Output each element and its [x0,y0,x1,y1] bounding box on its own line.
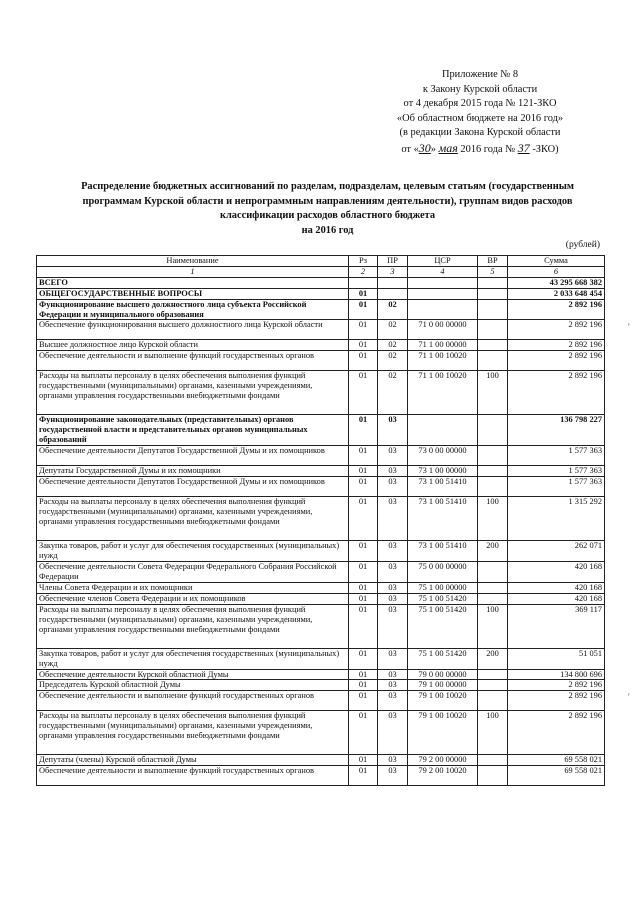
table-row [37,766,605,786]
currency-unit: (рублей) [565,240,600,250]
row-pr [378,288,408,299]
row-pr: 02 [378,351,408,371]
row-sum: 2 892 196 [508,351,605,371]
row-name: Функционирование высшего должностного лица субъекта Российской Федерации и муниципального образования [37,299,349,320]
row-sum: 136 798 227 [508,415,605,446]
title-line-1: Распределение бюджетных ассигнований по разделам, подразделам, целевым статьям (государственным [81,181,574,192]
row-sum: 369 117 [508,604,605,648]
row-vr [478,466,508,477]
row-name: Депутаты (члены) Курской областной Думы [37,755,349,766]
row-name: Расходы на выплаты персоналу в целях обеспечения выполнения функций государственными (муниципальными) органами, казенными учреждениями, органами управления государственными внебюджетными фондами [37,604,349,648]
row-sum: 134 800 696 [508,669,605,680]
row-pr: 02 [378,299,408,320]
row-csr: 73 1 00 00000 [408,466,478,477]
row-csr: 71 1 00 00000 [408,340,478,351]
table-row [37,755,605,766]
edition-date-mid1: » [430,143,439,155]
row-csr: 79 2 00 00000 [408,755,478,766]
row-vr [478,320,508,340]
row-name: Члены Совета Федерации и их помощники [37,582,349,593]
row-vr [478,277,508,288]
row-sum: 2 892 196 [508,711,605,755]
row-sum: 420 168 [508,562,605,583]
row-rz: 01 [349,340,378,351]
row-vr [478,351,508,371]
table-row [37,351,605,371]
row-csr: 75 1 00 00000 [408,582,478,593]
row-name: ВСЕГО [37,277,349,288]
row-rz [349,277,378,288]
row-vr [478,288,508,299]
table-row [37,669,605,680]
row-sum: 420 168 [508,582,605,593]
row-vr: 100 [478,604,508,648]
row-name: Обеспечение функционирования высшего должностного лица Курской области [37,320,349,340]
row-csr: 71 1 00 10020 [408,371,478,415]
margin-mark: ' [628,692,630,702]
row-name: Высшее должностное лицо Курской области [37,340,349,351]
row-rz: 01 [349,371,378,415]
row-pr: 03 [378,691,408,711]
row-rz: 01 [349,320,378,340]
row-pr: 03 [378,446,408,466]
row-csr: 73 1 00 51410 [408,541,478,562]
row-sum: 1 577 363 [508,477,605,497]
row-sum: 69 558 021 [508,755,605,766]
row-csr: 71 1 00 10020 [408,351,478,371]
row-csr: 79 1 00 10020 [408,711,478,755]
row-rz: 01 [349,288,378,299]
row-name: Расходы на выплаты персоналу в целях обеспечения выполнения функций государственными (муниципальными) органами, казенными учреждениями, органами управления государственными внебюджетными фондами [37,711,349,755]
edition-number-handwritten: 37 [517,140,530,155]
appendix-law-date: от 4 декабря 2015 года № 121-ЗКО [403,98,557,110]
header-name: Наименование [37,256,349,267]
appendix-number: Приложение № 8 [441,69,519,80]
header-vr: ВР [478,256,508,267]
row-vr [478,680,508,691]
row-vr: 200 [478,648,508,669]
row-csr: 79 1 00 10020 [408,691,478,711]
row-vr [478,415,508,446]
row-pr: 03 [378,593,408,604]
row-name: Закупка товаров, работ и услуг для обеспечения государственных (муниципальных) нужд [37,541,349,562]
header-csr: ЦСР [408,256,478,267]
row-sum: 2 892 196 [508,371,605,415]
table-row [37,320,605,340]
row-vr [478,755,508,766]
row-rz: 01 [349,766,378,786]
row-pr [378,277,408,288]
row-rz: 01 [349,755,378,766]
row-sum: 2 892 196 [508,340,605,351]
row-csr: 75 1 00 51420 [408,593,478,604]
row-pr: 02 [378,340,408,351]
row-rz: 01 [349,477,378,497]
edition-date-suffix: -ЗКО) [529,143,559,155]
row-vr [478,582,508,593]
table-row [37,497,605,541]
row-pr: 03 [378,541,408,562]
row-name: Обеспечение деятельности и выполнение функций государственных органов [37,351,349,371]
row-sum: 2 892 196 [508,320,605,340]
row-name: Председатель Курской областной Думы [37,680,349,691]
document-title [40,180,615,238]
table-body [37,277,605,785]
table-row [37,691,605,711]
row-csr: 75 0 00 00000 [408,562,478,583]
row-sum: 262 071 [508,541,605,562]
row-rz: 01 [349,680,378,691]
row-sum: 1 577 363 [508,466,605,477]
header-sum: Сумма [508,256,605,267]
row-pr: 03 [378,680,408,691]
row-pr: 03 [378,562,408,583]
row-sum: 1 577 363 [508,446,605,466]
row-vr [478,299,508,320]
row-vr [478,691,508,711]
table-row [37,277,605,288]
row-rz: 01 [349,604,378,648]
row-csr: 75 1 00 51420 [408,648,478,669]
table-row [37,340,605,351]
row-rz: 01 [349,497,378,541]
row-rz: 01 [349,415,378,446]
appendix-law-ref: к Закону Курской области [422,83,538,95]
row-vr: 100 [478,371,508,415]
row-sum: 2 892 196 [508,691,605,711]
row-csr: 79 2 00 10020 [408,766,478,786]
row-sum: 2 892 196 [508,680,605,691]
table-row [37,648,605,669]
row-csr: 79 0 00 00000 [408,669,478,680]
table-row [37,582,605,593]
row-rz: 01 [349,351,378,371]
row-rz: 01 [349,669,378,680]
row-rz: 01 [349,691,378,711]
row-csr [408,415,478,446]
row-pr: 03 [378,648,408,669]
edition-month-handwritten: мая [438,140,458,155]
title-line-3: классификации расходов областного бюджета [219,210,436,221]
row-vr: 100 [478,711,508,755]
row-name: Расходы на выплаты персоналу в целях обеспечения выполнения функций государственными (муниципальными) органами, казенными учреждениями, органами управления государственными внебюджетными фондами [37,371,349,415]
row-vr [478,477,508,497]
row-pr: 02 [378,320,408,340]
appendix-edition-date [330,141,630,158]
table-row [37,562,605,583]
row-rz: 01 [349,582,378,593]
table-row [37,604,605,648]
table-row [37,466,605,477]
row-vr: 100 [478,497,508,541]
row-pr: 03 [378,477,408,497]
row-pr: 02 [378,371,408,415]
row-rz: 01 [349,593,378,604]
row-pr: 03 [378,669,408,680]
row-name: Обеспечение членов Совета Федерации и их помощников [37,593,349,604]
row-csr: 73 1 00 51410 [408,477,478,497]
appendix-law-title: «Об областном бюджете на 2016 год» [396,112,564,124]
row-rz: 01 [349,299,378,320]
row-pr: 03 [378,466,408,477]
row-csr [408,299,478,320]
row-rz: 01 [349,562,378,583]
row-pr: 03 [378,582,408,593]
row-pr: 03 [378,604,408,648]
row-sum: 420 168 [508,593,605,604]
table-row [37,593,605,604]
row-vr: 200 [478,541,508,562]
table-row [37,446,605,466]
row-name: Депутаты Государственной Думы и их помощники [37,466,349,477]
row-name: Функционирование законодательных (представительных) органов государственной власти и представительных органов муниципальных образований [37,415,349,446]
row-sum: 2 033 648 454 [508,288,605,299]
row-rz: 01 [349,648,378,669]
budget-table [36,255,605,786]
table-row [37,288,605,299]
row-csr: 79 1 00 00000 [408,680,478,691]
table-row [37,415,605,446]
row-name: Обеспечение деятельности Совета Федерации Федерального Собрания Российской Федерации [37,562,349,583]
margin-mark: ' [628,322,630,332]
appendix-header [330,68,630,158]
table-row [37,299,605,320]
appendix-edition: (в редакции Закона Курской области [399,127,561,139]
row-name: Обеспечение деятельности и выполнение функций государственных органов [37,766,349,786]
col-num-4: 4 [408,266,478,277]
table-header-row [37,256,605,267]
col-num-5: 5 [478,266,508,277]
row-csr [408,288,478,299]
row-pr: 03 [378,497,408,541]
row-sum: 1 315 292 [508,497,605,541]
row-csr: 75 1 00 51420 [408,604,478,648]
title-line-4: на 2016 год [301,224,354,236]
row-pr: 03 [378,766,408,786]
table-row [37,477,605,497]
col-num-3: 3 [378,266,408,277]
header-rz: Рз [349,256,378,267]
row-vr [478,669,508,680]
row-vr [478,766,508,786]
col-num-1: 1 [37,266,349,277]
title-line-2: программам Курской области и непрограммным направлениям деятельности), группам видов расходов [82,195,573,207]
edition-date-mid2: 2016 года № [457,143,518,155]
row-vr [478,562,508,583]
row-sum: 2 892 196 [508,299,605,320]
table-row [37,541,605,562]
row-vr [478,446,508,466]
col-num-6: 6 [508,266,605,277]
table-row [37,680,605,691]
row-rz: 01 [349,446,378,466]
row-name: Расходы на выплаты персоналу в целях обеспечения выполнения функций государственными (муниципальными) органами, казенными учреждениями, органами управления государственными внебюджетными фондами [37,497,349,541]
row-pr: 03 [378,711,408,755]
row-csr [408,277,478,288]
row-name: Обеспечение деятельности и выполнение функций государственных органов [37,691,349,711]
row-sum: 51 051 [508,648,605,669]
row-csr: 73 1 00 51410 [408,497,478,541]
row-rz: 01 [349,711,378,755]
row-name: ОБЩЕГОСУДАРСТВЕННЫЕ ВОПРОСЫ [37,288,349,299]
row-name: Обеспечение деятельности Депутатов Государственной Думы и их помощников [37,446,349,466]
row-name: Обеспечение деятельности Курской областной Думы [37,669,349,680]
table-row [37,371,605,415]
edition-day-handwritten: 30 [418,140,431,155]
row-csr: 71 0 00 00000 [408,320,478,340]
column-number-row [37,266,605,277]
row-name: Обеспечение деятельности Депутатов Государственной Думы и их помощников [37,477,349,497]
row-rz: 01 [349,541,378,562]
row-sum: 69 558 021 [508,766,605,786]
header-pr: ПР [378,256,408,267]
row-csr: 73 0 00 00000 [408,446,478,466]
row-vr [478,593,508,604]
table-row [37,711,605,755]
edition-date-prefix: от « [401,143,419,155]
row-pr: 03 [378,415,408,446]
row-pr: 03 [378,755,408,766]
row-name: Закупка товаров, работ и услуг для обеспечения государственных (муниципальных) нужд [37,648,349,669]
row-vr [478,340,508,351]
row-rz: 01 [349,466,378,477]
col-num-2: 2 [349,266,378,277]
row-sum: 43 295 668 382 [508,277,605,288]
